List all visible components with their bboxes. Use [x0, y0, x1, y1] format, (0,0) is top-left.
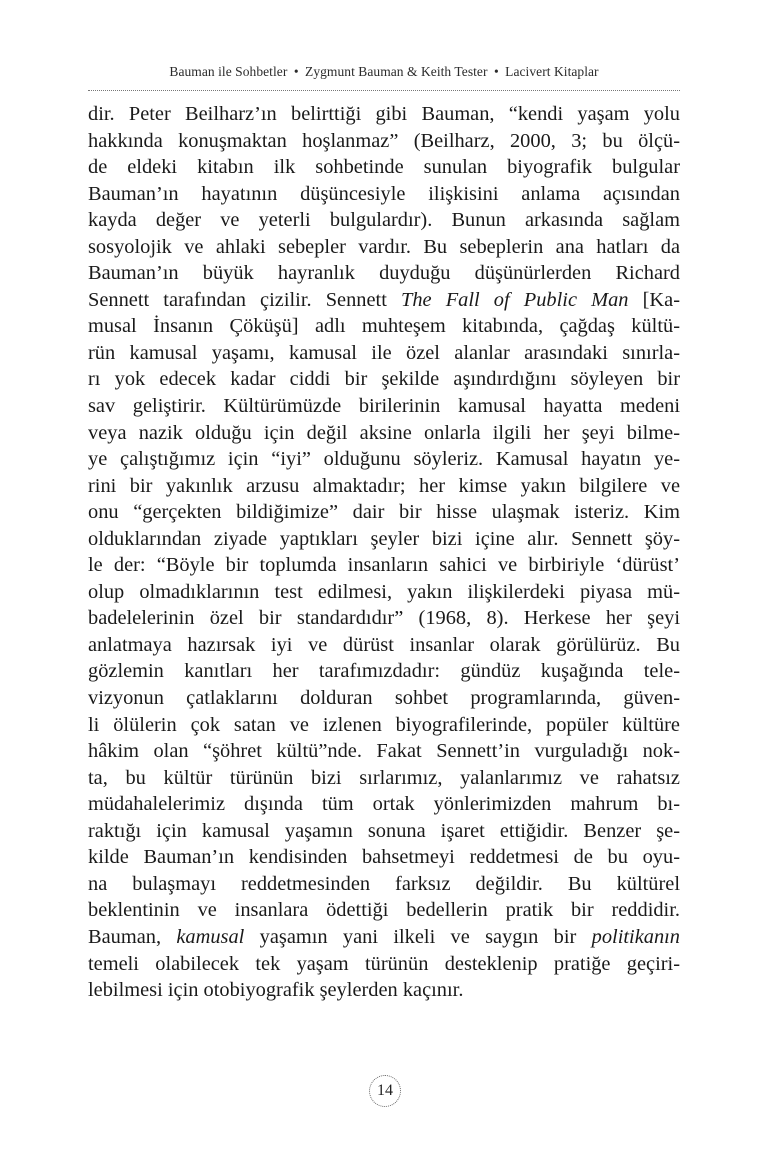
- text-line: [88, 738, 680, 765]
- text-segment: musal İnsanın Çöküşü] adlı muhteşem kitabında, çağdaş kültü-: [88, 315, 680, 338]
- text-line: [88, 101, 680, 128]
- text-segment: Bauman,: [88, 925, 177, 948]
- text-segment: de eldeki kitabın ilk sohbetinde sunulan biyografik bulgular: [88, 156, 680, 179]
- text-line: [88, 420, 680, 447]
- text-segment: hakkında konuşmaktan hoşlanmaz” (Beilharz, 2000, 3; bu ölçü-: [88, 129, 680, 152]
- text-line: [88, 287, 680, 314]
- text-segment: veya nazik olduğu için değil aksine onlarla ilgili her şeyi bilme-: [88, 421, 680, 444]
- text-line: [88, 366, 680, 393]
- text-line: [88, 207, 680, 234]
- text-segment: Sennett tarafından çizilir. Sennett: [88, 288, 401, 311]
- header-separator: •: [493, 64, 499, 79]
- text-line: [88, 818, 680, 845]
- text-segment: badelelerinin özel bir standardıdır” (1968, 8). Herkese her şeyi: [88, 607, 680, 630]
- text-line: [88, 393, 680, 420]
- text-line: [88, 446, 680, 473]
- header-book-title: Bauman ile Sohbetler: [169, 64, 288, 79]
- text-line: [88, 340, 680, 367]
- text-line: [88, 526, 680, 553]
- text-segment: ye çalıştığımız için “iyi” olduğunu söyleriz. Kamusal hayatın ye-: [88, 448, 680, 471]
- text-line: [88, 552, 680, 579]
- italic-text: The Fall of Public Man: [400, 288, 629, 311]
- text-line: [88, 181, 680, 208]
- italic-text: kamusal: [176, 925, 245, 948]
- text-segment: Bauman’ın hayatının düşüncesiyle ilişkisini anlama açısından: [88, 182, 680, 205]
- italic-text: politikanın: [591, 925, 680, 948]
- text-segment: sosyolojik ve ahlaki sebepler vardır. Bu sebeplerin ana hatları da: [88, 235, 680, 258]
- text-segment: rün kamusal yaşamı, kamusal ile özel alanlar arasındaki sınırla-: [88, 341, 680, 364]
- text-line: [88, 844, 680, 871]
- header-separator: •: [293, 64, 299, 79]
- text-segment: dir. Peter Beilharz’ın belirttiği gibi Bauman, “kendi yaşam yolu: [88, 103, 680, 125]
- text-segment: onu “gerçekten bildiğimize” dair bir hisse ulaşmak isteriz. Kim: [88, 501, 680, 524]
- text-segment: yaşamın yani ilkeli ve saygın bir: [244, 925, 592, 948]
- text-segment: gözlemin kanıtları her tarafımızdadır: gündüz kuşağında tele-: [88, 660, 680, 683]
- text-line: [88, 234, 680, 261]
- text-line: [88, 154, 680, 181]
- text-line: [88, 765, 680, 792]
- text-segment: sav geliştirir. Kültürümüzde birilerinin kamusal hayatta medeni: [88, 395, 680, 418]
- text-segment: le der: “Böyle bir toplumda insanların sahici ve birbiriyle ‘dürüst’: [88, 554, 680, 577]
- header-publisher: Lacivert Kitaplar: [505, 64, 599, 79]
- text-line: [88, 128, 680, 155]
- text-segment: [Ka-: [628, 288, 680, 311]
- text-line: [88, 605, 680, 632]
- text-line: [88, 658, 680, 685]
- text-segment: rı yok edecek kadar ciddi bir şekilde aşındırdığını söyleyen bir: [88, 368, 680, 391]
- text-line: [88, 977, 680, 1004]
- text-line: [88, 712, 680, 739]
- text-segment: na bulaşmayı reddetmesinden farksız değildir. Bu kültürel: [88, 872, 680, 895]
- text-line: [88, 871, 680, 898]
- page-number: 14: [369, 1075, 401, 1107]
- text-segment: rini bir yakınlık arzusu almaktadır; her kimse yakın bilgilere ve: [88, 474, 680, 497]
- text-segment: müdahalelerimiz dışında tüm ortak yönlerimizden mahrum bı-: [88, 793, 680, 816]
- text-segment: olup olmadıklarının test edilmesi, yakın ilişkilerdeki piyasa mü-: [88, 580, 680, 603]
- text-segment: beklentinin ve insanlara ödettiği bedellerin pratik bir reddidir.: [88, 899, 680, 922]
- header-authors: Zygmunt Bauman & Keith Tester: [305, 64, 488, 79]
- text-line: [88, 791, 680, 818]
- text-line: [88, 685, 680, 712]
- text-segment: kayda değer ve yeterli bulgulardır). Bunun arkasında sağlam: [88, 209, 680, 232]
- text-segment: li ölülerin çok satan ve izlenen biyografilerinde, popüler kültüre: [88, 713, 680, 736]
- text-segment: vizyonun çatlaklarını dolduran sohbet programlarında, güven-: [88, 687, 680, 710]
- text-segment: lebilmesi için otobiyografik şeylerden kaçınır.: [88, 979, 464, 1002]
- text-line: [88, 632, 680, 659]
- text-line: [88, 260, 680, 287]
- text-segment: anlatmaya hazırsak iyi ve dürüst insanlar olarak görülürüz. Bu: [88, 633, 680, 656]
- body-text: [88, 101, 680, 1004]
- text-line: [88, 579, 680, 606]
- text-segment: temeli olabilecek tek yaşam türünün desteklenip pratiğe geçiri-: [88, 952, 680, 975]
- text-line: [88, 897, 680, 924]
- text-line: [88, 951, 680, 978]
- text-segment: ta, bu kültür türünün bizi sırlarımız, yalanlarımız ve rahatsız: [88, 766, 680, 789]
- text-segment: olduklarından ziyade yaptıkları şeyler bizi içine alır. Sennett şöy-: [88, 527, 680, 550]
- text-segment: kilde Bauman’ın kendisinden bahsetmeyi reddetmesi de bu oyu-: [88, 846, 680, 869]
- text-segment: raktığı için kamusal yaşamın sonuna işaret ettiğidir. Benzer şe-: [88, 819, 680, 842]
- running-header: [88, 64, 680, 80]
- text-line: [88, 313, 680, 340]
- text-line: [88, 499, 680, 526]
- text-segment: hâkim olan “şöhret kültü”nde. Fakat Sennett’in vurguladığı nok-: [88, 740, 680, 763]
- header-rule: [88, 90, 680, 91]
- text-line: [88, 924, 680, 951]
- text-segment: Bauman’ın büyük hayranlık duyduğu düşünürlerden Richard: [88, 262, 680, 285]
- text-line: [88, 473, 680, 500]
